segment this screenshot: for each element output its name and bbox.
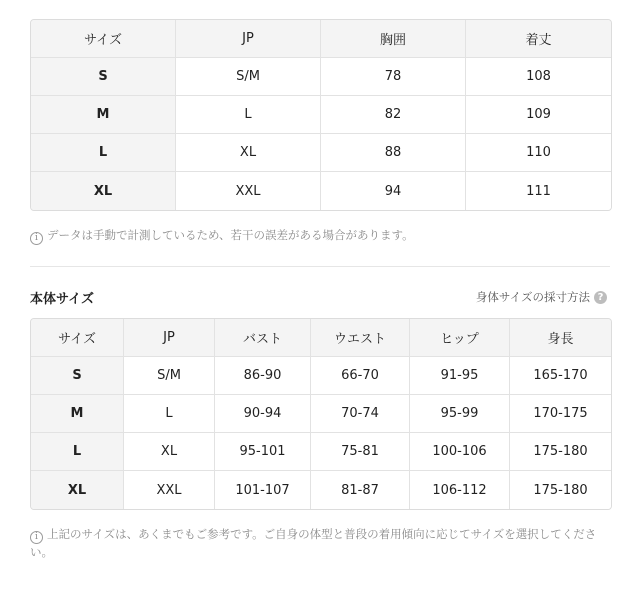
table-row [31, 395, 611, 433]
size-label: M [31, 395, 124, 433]
size-label: S [31, 357, 124, 395]
table-cell: 82 [321, 96, 466, 134]
table-cell: 175-180 [510, 471, 611, 509]
info-icon: i [30, 232, 43, 245]
table-cell: 95-101 [215, 433, 311, 471]
note-text: データは手動で計測しているため、若干の誤差がある場合があります。 [47, 228, 414, 242]
column-header: ヒップ [410, 319, 510, 357]
table-row [31, 96, 611, 134]
measurement-note [30, 227, 608, 245]
divider [30, 266, 610, 267]
column-header: サイズ [31, 20, 176, 58]
table-row [31, 433, 611, 471]
table-cell: 106-112 [410, 471, 510, 509]
table-row [31, 58, 611, 96]
size-label: L [31, 433, 124, 471]
table-cell: L [176, 96, 321, 134]
table-cell: 111 [466, 172, 611, 210]
table-cell: 175-180 [510, 433, 611, 471]
table-cell: 108 [466, 58, 611, 96]
table-cell: 70-74 [311, 395, 410, 433]
table-cell: 81-87 [311, 471, 410, 509]
table-cell: 110 [466, 134, 611, 172]
info-icon: i [30, 531, 43, 544]
column-header: 身長 [510, 319, 611, 357]
column-header: 着丈 [466, 20, 611, 58]
size-label: XL [31, 172, 176, 210]
table-cell: 170-175 [510, 395, 611, 433]
measurement-guide-label: 身体サイズの採寸方法 [475, 290, 590, 304]
table-cell: 75-81 [311, 433, 410, 471]
question-mark-icon: ? [594, 291, 607, 304]
product-size-table [30, 19, 612, 211]
table-cell: S/M [124, 357, 215, 395]
note-text: 上記のサイズは、あくまでもご参考です。ご自身の体型と普段の着用傾向に応じてサイズを選択してください。 [30, 527, 597, 559]
table-row [31, 471, 611, 509]
column-header: バスト [215, 319, 311, 357]
table-cell: 66-70 [311, 357, 410, 395]
table-cell: 78 [321, 58, 466, 96]
table-cell: 91-95 [410, 357, 510, 395]
table-row [31, 172, 611, 210]
table-cell: 90-94 [215, 395, 311, 433]
column-header: ウエスト [311, 319, 410, 357]
column-header: サイズ [31, 319, 124, 357]
table-cell: 88 [321, 134, 466, 172]
table-header-row [31, 20, 611, 58]
table-cell: 94 [321, 172, 466, 210]
column-header: 胸囲 [321, 20, 466, 58]
table-cell: 100-106 [410, 433, 510, 471]
body-size-table [30, 318, 612, 510]
table-cell: XL [176, 134, 321, 172]
table-cell: S/M [176, 58, 321, 96]
section-title: 本体サイズ [30, 292, 94, 307]
table-cell: 95-99 [410, 395, 510, 433]
table-row [31, 134, 611, 172]
size-label: L [31, 134, 176, 172]
size-label: XL [31, 471, 124, 509]
table-row [31, 357, 611, 395]
table-cell: XXL [124, 471, 215, 509]
table-cell: L [124, 395, 215, 433]
column-header: JP [124, 319, 215, 357]
table-cell: XL [124, 433, 215, 471]
table-cell: 86-90 [215, 357, 311, 395]
table-cell: 109 [466, 96, 611, 134]
size-label: S [31, 58, 176, 96]
table-cell: 165-170 [510, 357, 611, 395]
size-label: M [31, 96, 176, 134]
table-header-row [31, 319, 611, 357]
table-cell: 101-107 [215, 471, 311, 509]
measurement-guide-link[interactable] [476, 289, 607, 305]
column-header: JP [176, 20, 321, 58]
size-advice-note [30, 526, 608, 561]
table-cell: XXL [176, 172, 321, 210]
